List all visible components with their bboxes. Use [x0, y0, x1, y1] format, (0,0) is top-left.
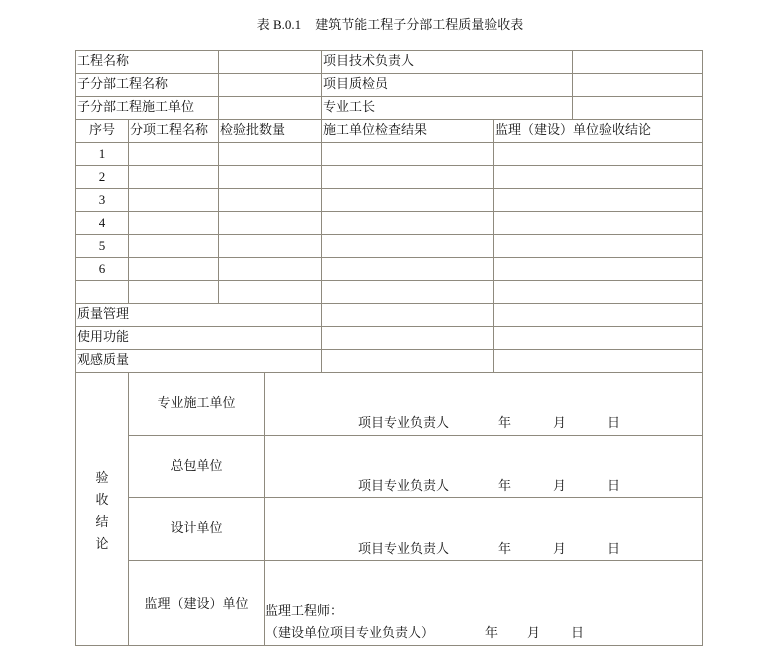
- row-batch-count[interactable]: [218, 165, 322, 189]
- unit-contractor-day: 日: [607, 416, 621, 431]
- acceptance-char-1: 验: [95, 471, 109, 486]
- form-title-text: 建筑节能工程子分部工程质量验收表: [315, 18, 524, 33]
- summary-quality-management-conclusion[interactable]: [493, 303, 703, 327]
- acceptance-char-4: 论: [95, 537, 109, 552]
- unit-design-signoff[interactable]: [264, 497, 703, 561]
- row-contractor-result[interactable]: [321, 165, 494, 189]
- row-seq: 6: [75, 257, 129, 281]
- row-batch-count[interactable]: [218, 280, 322, 304]
- row-item-name[interactable]: [128, 234, 219, 258]
- row-supervisor-conclusion[interactable]: [493, 142, 703, 166]
- acceptance-table: [75, 50, 703, 646]
- summary-appearance-conclusion[interactable]: [493, 349, 703, 373]
- unit-supervision-name: 监理（建设）单位: [144, 597, 249, 612]
- row-seq: 3: [75, 188, 129, 212]
- tech-lead-field[interactable]: [572, 50, 703, 74]
- col-header-contractor-result: 施工单位检查结果: [321, 119, 494, 143]
- foreman-field[interactable]: [572, 96, 703, 120]
- acceptance-conclusion-label: [75, 372, 129, 646]
- unit-general-contractor-name: 总包单位: [170, 459, 223, 474]
- acceptance-char-2: 收: [95, 493, 109, 508]
- col-header-item-name: 分项工程名称: [128, 119, 219, 143]
- unit-design-year: 年: [498, 542, 512, 557]
- unit-contractor-label: [128, 372, 265, 436]
- row-batch-count[interactable]: [218, 257, 322, 281]
- summary-appearance: 观感质量: [75, 349, 322, 373]
- unit-general-contractor-year: 年: [498, 479, 512, 494]
- col-header-batch-count: 检验批数量: [218, 119, 322, 143]
- summary-function: 使用功能: [75, 326, 322, 350]
- subdivision-name-field[interactable]: [218, 73, 322, 97]
- form-code: 表 B.0.1: [256, 17, 302, 32]
- summary-quality-management: 质量管理: [75, 303, 322, 327]
- form-title: [0, 14, 780, 33]
- project-name-label: 工程名称: [75, 50, 219, 74]
- supervision-owner-label: （建设单位项目专业负责人）: [265, 626, 435, 641]
- row-seq: 4: [75, 211, 129, 235]
- row-supervisor-conclusion[interactable]: [493, 234, 703, 258]
- summary-function-result[interactable]: [321, 326, 494, 350]
- row-supervisor-conclusion[interactable]: [493, 165, 703, 189]
- row-supervisor-conclusion[interactable]: [493, 257, 703, 281]
- unit-general-contractor-label: [128, 435, 265, 498]
- row-item-name[interactable]: [128, 280, 219, 304]
- unit-general-contractor-signer: 项目专业负责人: [358, 479, 450, 494]
- unit-design-month: 月: [553, 542, 567, 557]
- unit-contractor-month: 月: [553, 416, 567, 431]
- row-seq: 5: [75, 234, 129, 258]
- row-contractor-result[interactable]: [321, 234, 494, 258]
- row-batch-count[interactable]: [218, 142, 322, 166]
- unit-contractor-year: 年: [498, 416, 512, 431]
- subdivision-name-label: 子分部工程名称: [75, 73, 219, 97]
- quality-inspector-label: 项目质检员: [321, 73, 573, 97]
- row-item-name[interactable]: [128, 211, 219, 235]
- row-batch-count[interactable]: [218, 211, 322, 235]
- row-contractor-result[interactable]: [321, 188, 494, 212]
- row-seq: 1: [75, 142, 129, 166]
- col-header-seq: 序号: [75, 119, 129, 143]
- supervision-month: 月: [527, 626, 541, 641]
- summary-appearance-result[interactable]: [321, 349, 494, 373]
- unit-design-label: [128, 497, 265, 561]
- summary-function-conclusion[interactable]: [493, 326, 703, 350]
- unit-general-contractor-month: 月: [553, 479, 567, 494]
- row-supervisor-conclusion[interactable]: [493, 211, 703, 235]
- unit-design-signer: 项目专业负责人: [358, 542, 450, 557]
- quality-inspector-field[interactable]: [572, 73, 703, 97]
- row-item-name[interactable]: [128, 257, 219, 281]
- row-batch-count[interactable]: [218, 188, 322, 212]
- unit-general-contractor-signoff[interactable]: [264, 435, 703, 498]
- contractor-field[interactable]: [218, 96, 322, 120]
- contractor-label: 子分部工程施工单位: [75, 96, 219, 120]
- row-supervisor-conclusion[interactable]: [493, 188, 703, 212]
- row-supervisor-conclusion[interactable]: [493, 280, 703, 304]
- col-header-supervisor-conclusion: 监理（建设）单位验收结论: [493, 119, 703, 143]
- row-item-name[interactable]: [128, 165, 219, 189]
- acceptance-char-3: 结: [95, 515, 109, 530]
- unit-design-name: 设计单位: [170, 521, 223, 536]
- unit-supervision-label: [128, 560, 265, 646]
- tech-lead-label: 项目技术负责人: [321, 50, 573, 74]
- supervision-engineer-label: 监理工程师：: [265, 604, 344, 619]
- unit-contractor-signoff[interactable]: [264, 372, 703, 436]
- summary-quality-management-result[interactable]: [321, 303, 494, 327]
- supervision-year: 年: [485, 626, 499, 641]
- row-contractor-result[interactable]: [321, 211, 494, 235]
- project-name-field[interactable]: [218, 50, 322, 74]
- supervision-day: 日: [571, 626, 585, 641]
- row-contractor-result[interactable]: [321, 142, 494, 166]
- row-contractor-result[interactable]: [321, 280, 494, 304]
- unit-design-day: 日: [607, 542, 621, 557]
- row-item-name[interactable]: [128, 188, 219, 212]
- row-contractor-result[interactable]: [321, 257, 494, 281]
- row-seq: [75, 280, 129, 304]
- row-seq: 2: [75, 165, 129, 189]
- unit-contractor-signer: 项目专业负责人: [358, 416, 450, 431]
- unit-contractor-name: 专业施工单位: [157, 396, 236, 411]
- foreman-label: 专业工长: [321, 96, 573, 120]
- unit-general-contractor-day: 日: [607, 479, 621, 494]
- unit-supervision-signoff[interactable]: [264, 560, 703, 646]
- row-batch-count[interactable]: [218, 234, 322, 258]
- row-item-name[interactable]: [128, 142, 219, 166]
